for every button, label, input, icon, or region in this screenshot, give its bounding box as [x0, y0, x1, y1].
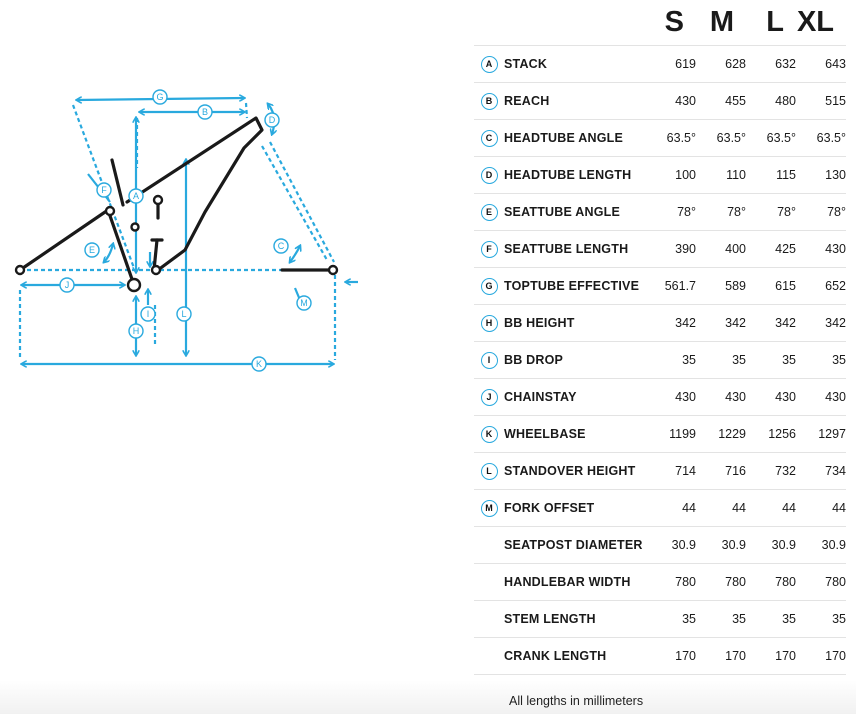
svg-text:B: B	[201, 107, 209, 117]
value-cell-l: 615	[746, 268, 796, 305]
measure-label: REACH	[504, 83, 646, 120]
value-cell-m: 35	[696, 601, 746, 638]
diagram-label-d	[265, 113, 279, 127]
value-cell-l: 170	[746, 638, 796, 675]
bottom-fade	[0, 680, 856, 714]
value-cell-s: 30.9	[646, 527, 696, 564]
value-cell-xl: 30.9	[796, 527, 846, 564]
measure-label: BB DROP	[504, 342, 646, 379]
svg-text:G: G	[156, 92, 164, 102]
svg-text:I: I	[146, 309, 150, 319]
value-cell-s: 619	[646, 46, 696, 83]
table-row	[474, 601, 846, 638]
table-row	[474, 564, 846, 601]
svg-text:F: F	[101, 185, 107, 195]
value-cell-l: 342	[746, 305, 796, 342]
badge-cell	[474, 120, 504, 157]
measure-letter-badge: H	[481, 315, 498, 332]
value-cell-l: 63.5°	[746, 120, 796, 157]
table-row	[474, 268, 846, 305]
table-row	[474, 527, 846, 564]
size-header-xl: XL	[796, 6, 834, 38]
measure-label: STANDOVER HEIGHT	[504, 453, 646, 490]
value-cell-l: 30.9	[746, 527, 796, 564]
dashed-guides	[20, 103, 335, 360]
badge-cell	[474, 601, 504, 638]
value-cell-xl: 643	[796, 46, 846, 83]
measure-letter-badge: E	[481, 204, 498, 221]
dimension-arrows	[22, 98, 358, 364]
value-cell-s: 561.7	[646, 268, 696, 305]
measure-label: SEATTUBE ANGLE	[504, 194, 646, 231]
value-cell-l: 430	[746, 379, 796, 416]
value-cell-xl: 35	[796, 342, 846, 379]
measure-letter-badge: G	[481, 278, 498, 295]
diagram-label-e	[85, 243, 99, 257]
size-header-s: S	[664, 6, 684, 38]
measure-letter-badge: K	[481, 426, 498, 443]
diagram-label-a	[129, 189, 143, 203]
table-row	[474, 83, 846, 120]
value-cell-xl: 78°	[796, 194, 846, 231]
diagram-label-i	[141, 307, 155, 321]
value-cell-l: 115	[746, 157, 796, 194]
value-cell-m: 589	[696, 268, 746, 305]
value-cell-xl: 170	[796, 638, 846, 675]
measure-letter-badge: J	[481, 389, 498, 406]
value-cell-xl: 780	[796, 564, 846, 601]
svg-text:E: E	[88, 245, 96, 255]
value-cell-m: 1229	[696, 416, 746, 453]
badge-cell	[474, 83, 504, 120]
value-cell-l: 732	[746, 453, 796, 490]
diagram-label-b	[198, 105, 212, 119]
value-cell-xl: 430	[796, 379, 846, 416]
footnote: All lengths in millimeters	[509, 694, 644, 708]
value-cell-m: 170	[696, 638, 746, 675]
value-cell-s: 714	[646, 453, 696, 490]
value-cell-s: 390	[646, 231, 696, 268]
value-cell-l: 632	[746, 46, 796, 83]
measure-label: WHEELBASE	[504, 416, 646, 453]
measure-letter-badge: L	[481, 463, 498, 480]
value-cell-xl: 1297	[796, 416, 846, 453]
measure-letter-badge: C	[481, 130, 498, 147]
value-cell-m: 400	[696, 231, 746, 268]
value-cell-s: 170	[646, 638, 696, 675]
size-header-l: L	[766, 6, 784, 38]
value-cell-s: 342	[646, 305, 696, 342]
svg-text:M: M	[300, 298, 308, 308]
badge-cell	[474, 305, 504, 342]
value-cell-l: 35	[746, 342, 796, 379]
geometry-table	[474, 0, 846, 675]
measure-letter-badge: M	[481, 500, 498, 517]
value-cell-s: 780	[646, 564, 696, 601]
measure-label: STACK	[504, 46, 646, 83]
measure-letter-badge: F	[481, 241, 498, 258]
value-cell-m: 780	[696, 564, 746, 601]
value-cell-xl: 130	[796, 157, 846, 194]
diagram-label-m	[297, 296, 311, 310]
value-cell-l: 1256	[746, 416, 796, 453]
value-cell-s: 63.5°	[646, 120, 696, 157]
value-cell-l: 44	[746, 490, 796, 527]
measure-letter-badge: A	[481, 56, 498, 73]
value-cell-s: 78°	[646, 194, 696, 231]
badge-cell	[474, 490, 504, 527]
frame-pivots	[16, 196, 337, 291]
diagram-label-h	[129, 324, 143, 338]
value-cell-s: 430	[646, 379, 696, 416]
value-cell-m: 430	[696, 379, 746, 416]
table-row	[474, 46, 846, 83]
measure-label: STEM LENGTH	[504, 601, 646, 638]
value-cell-xl: 430	[796, 231, 846, 268]
value-cell-l: 480	[746, 83, 796, 120]
badge-cell	[474, 416, 504, 453]
measure-label: CRANK LENGTH	[504, 638, 646, 675]
table-row	[474, 638, 846, 675]
badge-cell	[474, 638, 504, 675]
table-row	[474, 453, 846, 490]
value-cell-s: 44	[646, 490, 696, 527]
table-row	[474, 305, 846, 342]
value-cell-s: 1199	[646, 416, 696, 453]
diagram-label-l	[177, 307, 191, 321]
table-row	[474, 490, 846, 527]
svg-text:H: H	[132, 326, 140, 336]
size-header-m: M	[709, 6, 734, 38]
value-cell-m: 78°	[696, 194, 746, 231]
table-row	[474, 379, 846, 416]
value-cell-m: 30.9	[696, 527, 746, 564]
measure-label: TOPTUBE EFFECTIVE	[504, 268, 646, 305]
measure-label: HANDLEBAR WIDTH	[504, 564, 646, 601]
badge-cell	[474, 453, 504, 490]
value-cell-l: 425	[746, 231, 796, 268]
diagram-label-j	[60, 278, 74, 292]
measure-label: CHAINSTAY	[504, 379, 646, 416]
value-cell-xl: 515	[796, 83, 846, 120]
measure-label: FORK OFFSET	[504, 490, 646, 527]
svg-text:C: C	[277, 241, 285, 251]
value-cell-m: 342	[696, 305, 746, 342]
value-cell-s: 430	[646, 83, 696, 120]
table-row	[474, 342, 846, 379]
value-cell-s: 35	[646, 601, 696, 638]
svg-text:L: L	[181, 309, 187, 319]
badge-cell	[474, 379, 504, 416]
measure-label: HEADTUBE LENGTH	[504, 157, 646, 194]
diagram-label-g	[153, 90, 167, 104]
value-cell-m: 716	[696, 453, 746, 490]
value-cell-l: 78°	[746, 194, 796, 231]
measure-label: SEATTUBE LENGTH	[504, 231, 646, 268]
bike-frame-geometry-diagram	[0, 60, 370, 380]
diagram-label-f	[97, 183, 111, 197]
value-cell-s: 35	[646, 342, 696, 379]
table-row	[474, 157, 846, 194]
value-cell-s: 100	[646, 157, 696, 194]
svg-text:A: A	[132, 191, 140, 201]
badge-cell	[474, 564, 504, 601]
table-row	[474, 194, 846, 231]
badge-cell	[474, 342, 504, 379]
value-cell-xl: 652	[796, 268, 846, 305]
value-cell-m: 63.5°	[696, 120, 746, 157]
value-cell-m: 110	[696, 157, 746, 194]
diagram-label-c	[274, 239, 288, 253]
badge-cell	[474, 157, 504, 194]
value-cell-xl: 44	[796, 490, 846, 527]
size-header-row	[474, 0, 846, 46]
svg-text:J: J	[64, 280, 70, 290]
badge-cell	[474, 268, 504, 305]
svg-text:D: D	[268, 115, 276, 125]
bike-frame	[20, 118, 332, 285]
measure-letter-badge: I	[481, 352, 498, 369]
measure-label: BB HEIGHT	[504, 305, 646, 342]
value-cell-m: 44	[696, 490, 746, 527]
measure-label: SEATPOST DIAMETER	[504, 527, 646, 564]
value-cell-xl: 734	[796, 453, 846, 490]
badge-cell	[474, 527, 504, 564]
measure-letter-badge: B	[481, 93, 498, 110]
value-cell-xl: 63.5°	[796, 120, 846, 157]
table-row	[474, 120, 846, 157]
badge-cell	[474, 231, 504, 268]
value-cell-m: 628	[696, 46, 746, 83]
measure-label: HEADTUBE ANGLE	[504, 120, 646, 157]
value-cell-xl: 35	[796, 601, 846, 638]
value-cell-l: 780	[746, 564, 796, 601]
badge-cell	[474, 46, 504, 83]
measure-letter-badge: D	[481, 167, 498, 184]
table-row	[474, 416, 846, 453]
value-cell-m: 455	[696, 83, 746, 120]
svg-text:K: K	[255, 359, 263, 369]
value-cell-l: 35	[746, 601, 796, 638]
badge-cell	[474, 194, 504, 231]
table-row	[474, 231, 846, 268]
diagram-label-k	[252, 357, 266, 371]
value-cell-m: 35	[696, 342, 746, 379]
value-cell-xl: 342	[796, 305, 846, 342]
